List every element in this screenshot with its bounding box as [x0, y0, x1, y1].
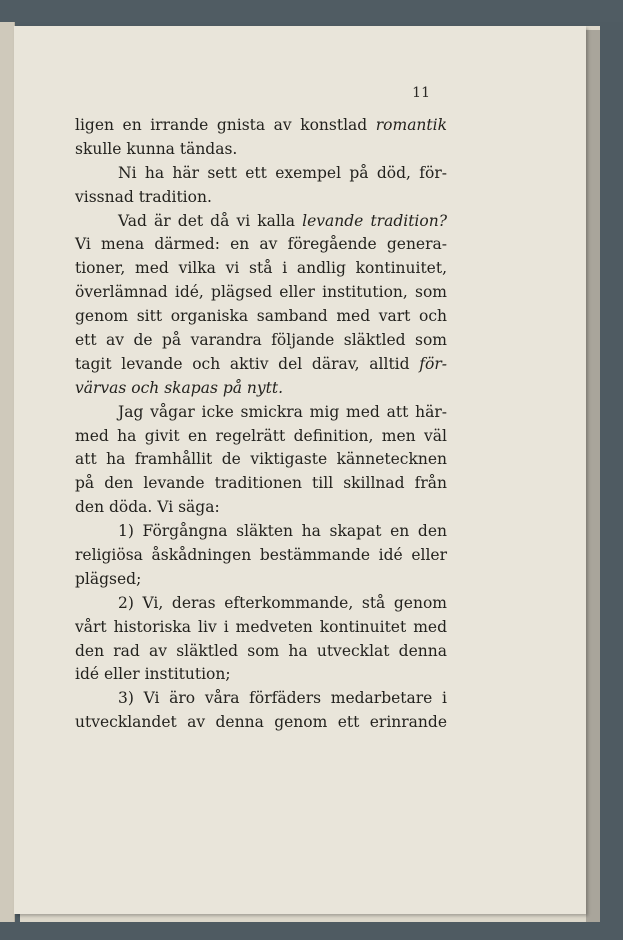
line-text: skulle kunna tändas. [75, 139, 238, 158]
line-text: 3) Vi äro våra förfäders medarbetare i [118, 689, 447, 708]
body-text [75, 114, 447, 735]
text-line [75, 401, 447, 425]
line-text: idé eller institution; [75, 665, 231, 684]
text-line [75, 305, 447, 329]
text-line [75, 186, 447, 210]
italic-text: romantik [375, 116, 447, 134]
text-line [75, 663, 447, 687]
line-text: utvecklandet av denna genom ett erinrande [75, 713, 447, 732]
italic-text: levande tradition? [302, 211, 448, 230]
line-text: ett av de på varandra följande släktled som [75, 331, 447, 350]
text-line [75, 377, 447, 401]
text-line [75, 520, 447, 544]
line-text: att ha framhållit de viktigaste kännetecknen [75, 450, 447, 469]
background [0, 0, 623, 22]
text-line [75, 544, 447, 568]
page-edge-strip [586, 30, 600, 922]
line-text: den döda. Vi säga: [75, 498, 220, 517]
line-text: tagit levande och aktiv del därav, alltid [75, 354, 420, 373]
text-line [75, 425, 447, 449]
text-line [75, 233, 447, 257]
line-text: ligen en irrande gnista av konstlad [75, 116, 376, 134]
line-text: vissnad tradition. [75, 187, 212, 206]
text-line [75, 281, 447, 305]
line-text: med ha givit en regelrätt definition, men väl [75, 426, 447, 445]
italic-text: för- [419, 354, 447, 373]
text-line [75, 210, 447, 234]
text-line [75, 114, 447, 138]
line-text: Jag vågar icke smickra mig med att här- [118, 402, 447, 421]
text-line [75, 711, 447, 735]
text-line [75, 640, 447, 664]
line-text: 2) Vi, deras efterkommande, stå genom [118, 593, 447, 612]
text-line [75, 162, 447, 186]
text-line [75, 616, 447, 640]
line-text: överlämnad idé, plägsed eller institution, som [75, 283, 447, 302]
text-line [75, 353, 447, 377]
text-line [75, 592, 447, 616]
line-text: den rad av släktled som ha utvecklat denna [75, 641, 447, 660]
line-text: Vi mena därmed: en av föregående genera- [75, 235, 447, 254]
line-text: på den levande traditionen till skillnad från [75, 474, 447, 493]
text-line [75, 448, 447, 472]
text-line [75, 257, 447, 281]
text-line [75, 329, 447, 353]
line-text: religiösa åskådningen bestämmande idé eller [75, 546, 447, 565]
facing-page-edge [0, 22, 15, 922]
text-line [75, 472, 447, 496]
line-text: plägsed; [75, 569, 142, 588]
text-line [75, 138, 447, 162]
line-text: tioner, med vilka vi stå i andlig kontinuitet, [75, 259, 447, 278]
text-line [75, 496, 447, 520]
text-line [75, 568, 447, 592]
line-text: genom sitt organiska samband med vart och [75, 307, 447, 326]
line-text: Vad är det då vi kalla [118, 211, 303, 230]
page-number: 11 [412, 85, 430, 101]
italic-text: värvas och skapas på nytt. [75, 378, 284, 397]
line-text: 1) Förgångna släkten ha skapat en den [118, 522, 447, 541]
text-line [75, 687, 447, 711]
line-text: Ni ha här sett ett exempel på död, för- [118, 163, 447, 182]
line-text: vårt historiska liv i medveten kontinuitet med [75, 617, 447, 636]
